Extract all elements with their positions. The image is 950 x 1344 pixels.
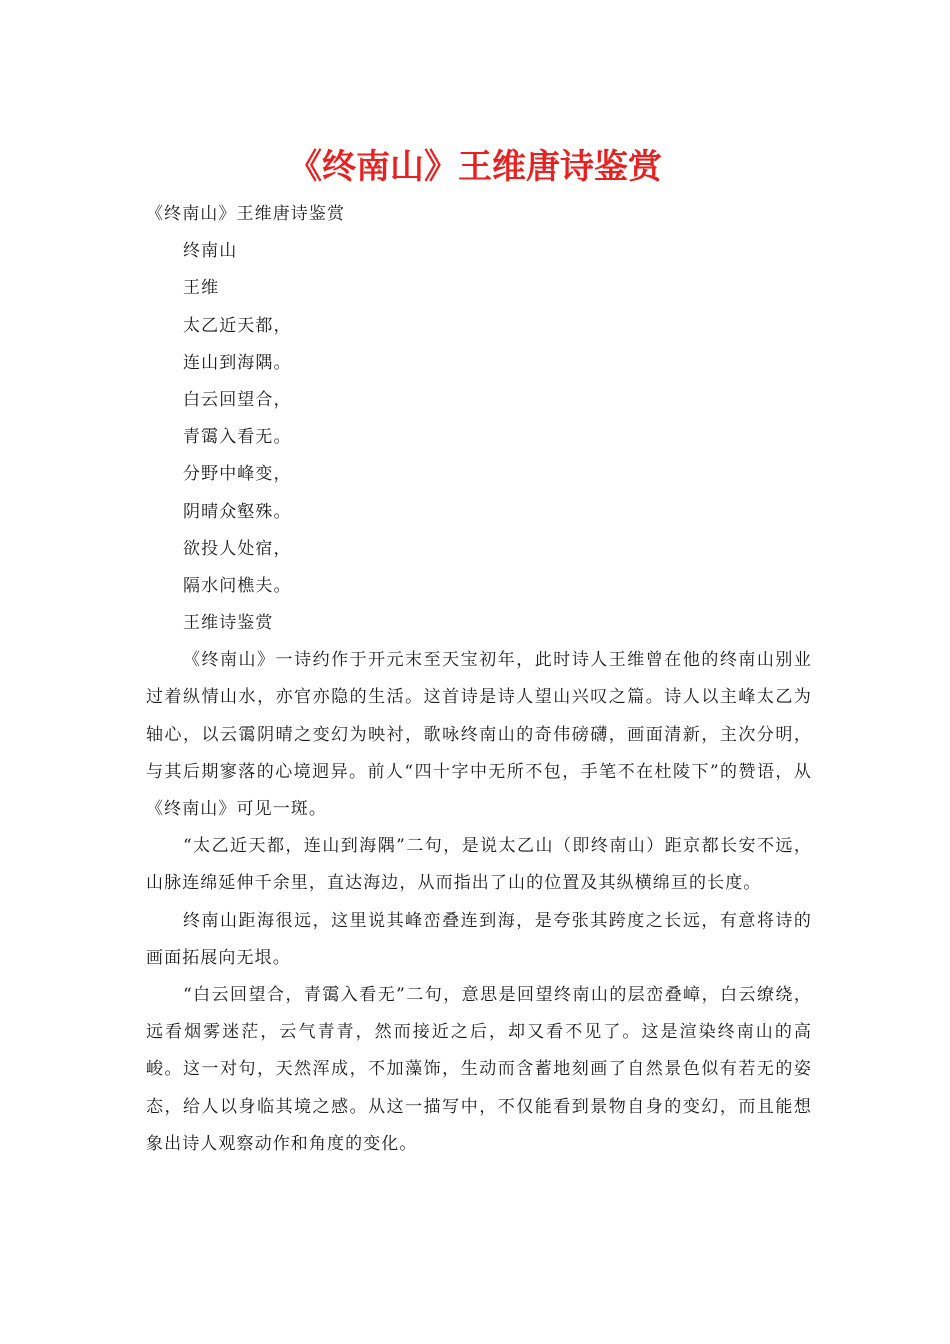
section-heading: 王维诗鉴赏: [183, 613, 274, 634]
poem-line: 阴晴众壑殊。: [183, 501, 292, 522]
poem-line: 连山到海隅。: [183, 352, 292, 373]
poem-line: 欲投人处宿，: [183, 538, 292, 559]
subtitle: 《终南山》王维唐诗鉴赏: [146, 204, 346, 224]
paragraph: “太乙近天都，连山到海隅”二句，是说太乙山（即终南山）距京都长安不远，山脉连绵延伸千余里，直达海边，从而指出了山的位置及其纵横绵亘的长度。: [146, 836, 812, 894]
poem-line: 青霭入看无。: [183, 427, 292, 448]
document-body: [146, 196, 812, 1163]
poem-author: 王维: [183, 278, 220, 299]
poem-line: 分野中峰变，: [183, 464, 292, 485]
poem-title: 终南山: [183, 241, 238, 262]
document-title: 《终南山》王维唐诗鉴赏: [288, 147, 662, 187]
poem-line: 隔水问樵夫。: [183, 575, 292, 596]
poem-line: 白云回望合，: [183, 389, 292, 410]
paragraph: 终南山距海很远，这里说其峰峦叠连到海，是夸张其跨度之长远，有意将诗的画面拓展向无垠。: [146, 910, 812, 968]
paragraph: “白云回望合，青霭入看无”二句，意思是回望终南山的层峦叠嶂，白云缭绕，远看烟雾迷茫，云气青青，然而接近之后，却又看不见了。这是渲染终南山的高峻。这一对句，天然浑成，不加藻饰，生动而含蓄地刻画了自然景色似有若无的姿态，给人以身临其境之感。从这一描写中，不仅能看到景物自身的变幻，而且能想象出诗人观察动作和角度的变化。: [146, 985, 812, 1154]
paragraph: 《终南山》一诗约作于开元末至天宝初年，此时诗人王维曾在他的终南山别业过着纵情山水，亦官亦隐的生活。这首诗是诗人望山兴叹之篇。诗人以主峰太乙为轴心，以云霭阴晴之变幻为映衬，歌咏终南山的奇伟磅礴，画面清新，主次分明，与其后期寥落的心境迥异。前人“四十字中无所不包，手笔不在杜陵下”的赞语，从《终南山》可见一斑。: [146, 650, 812, 820]
poem-line: 太乙近天都，: [183, 315, 292, 336]
